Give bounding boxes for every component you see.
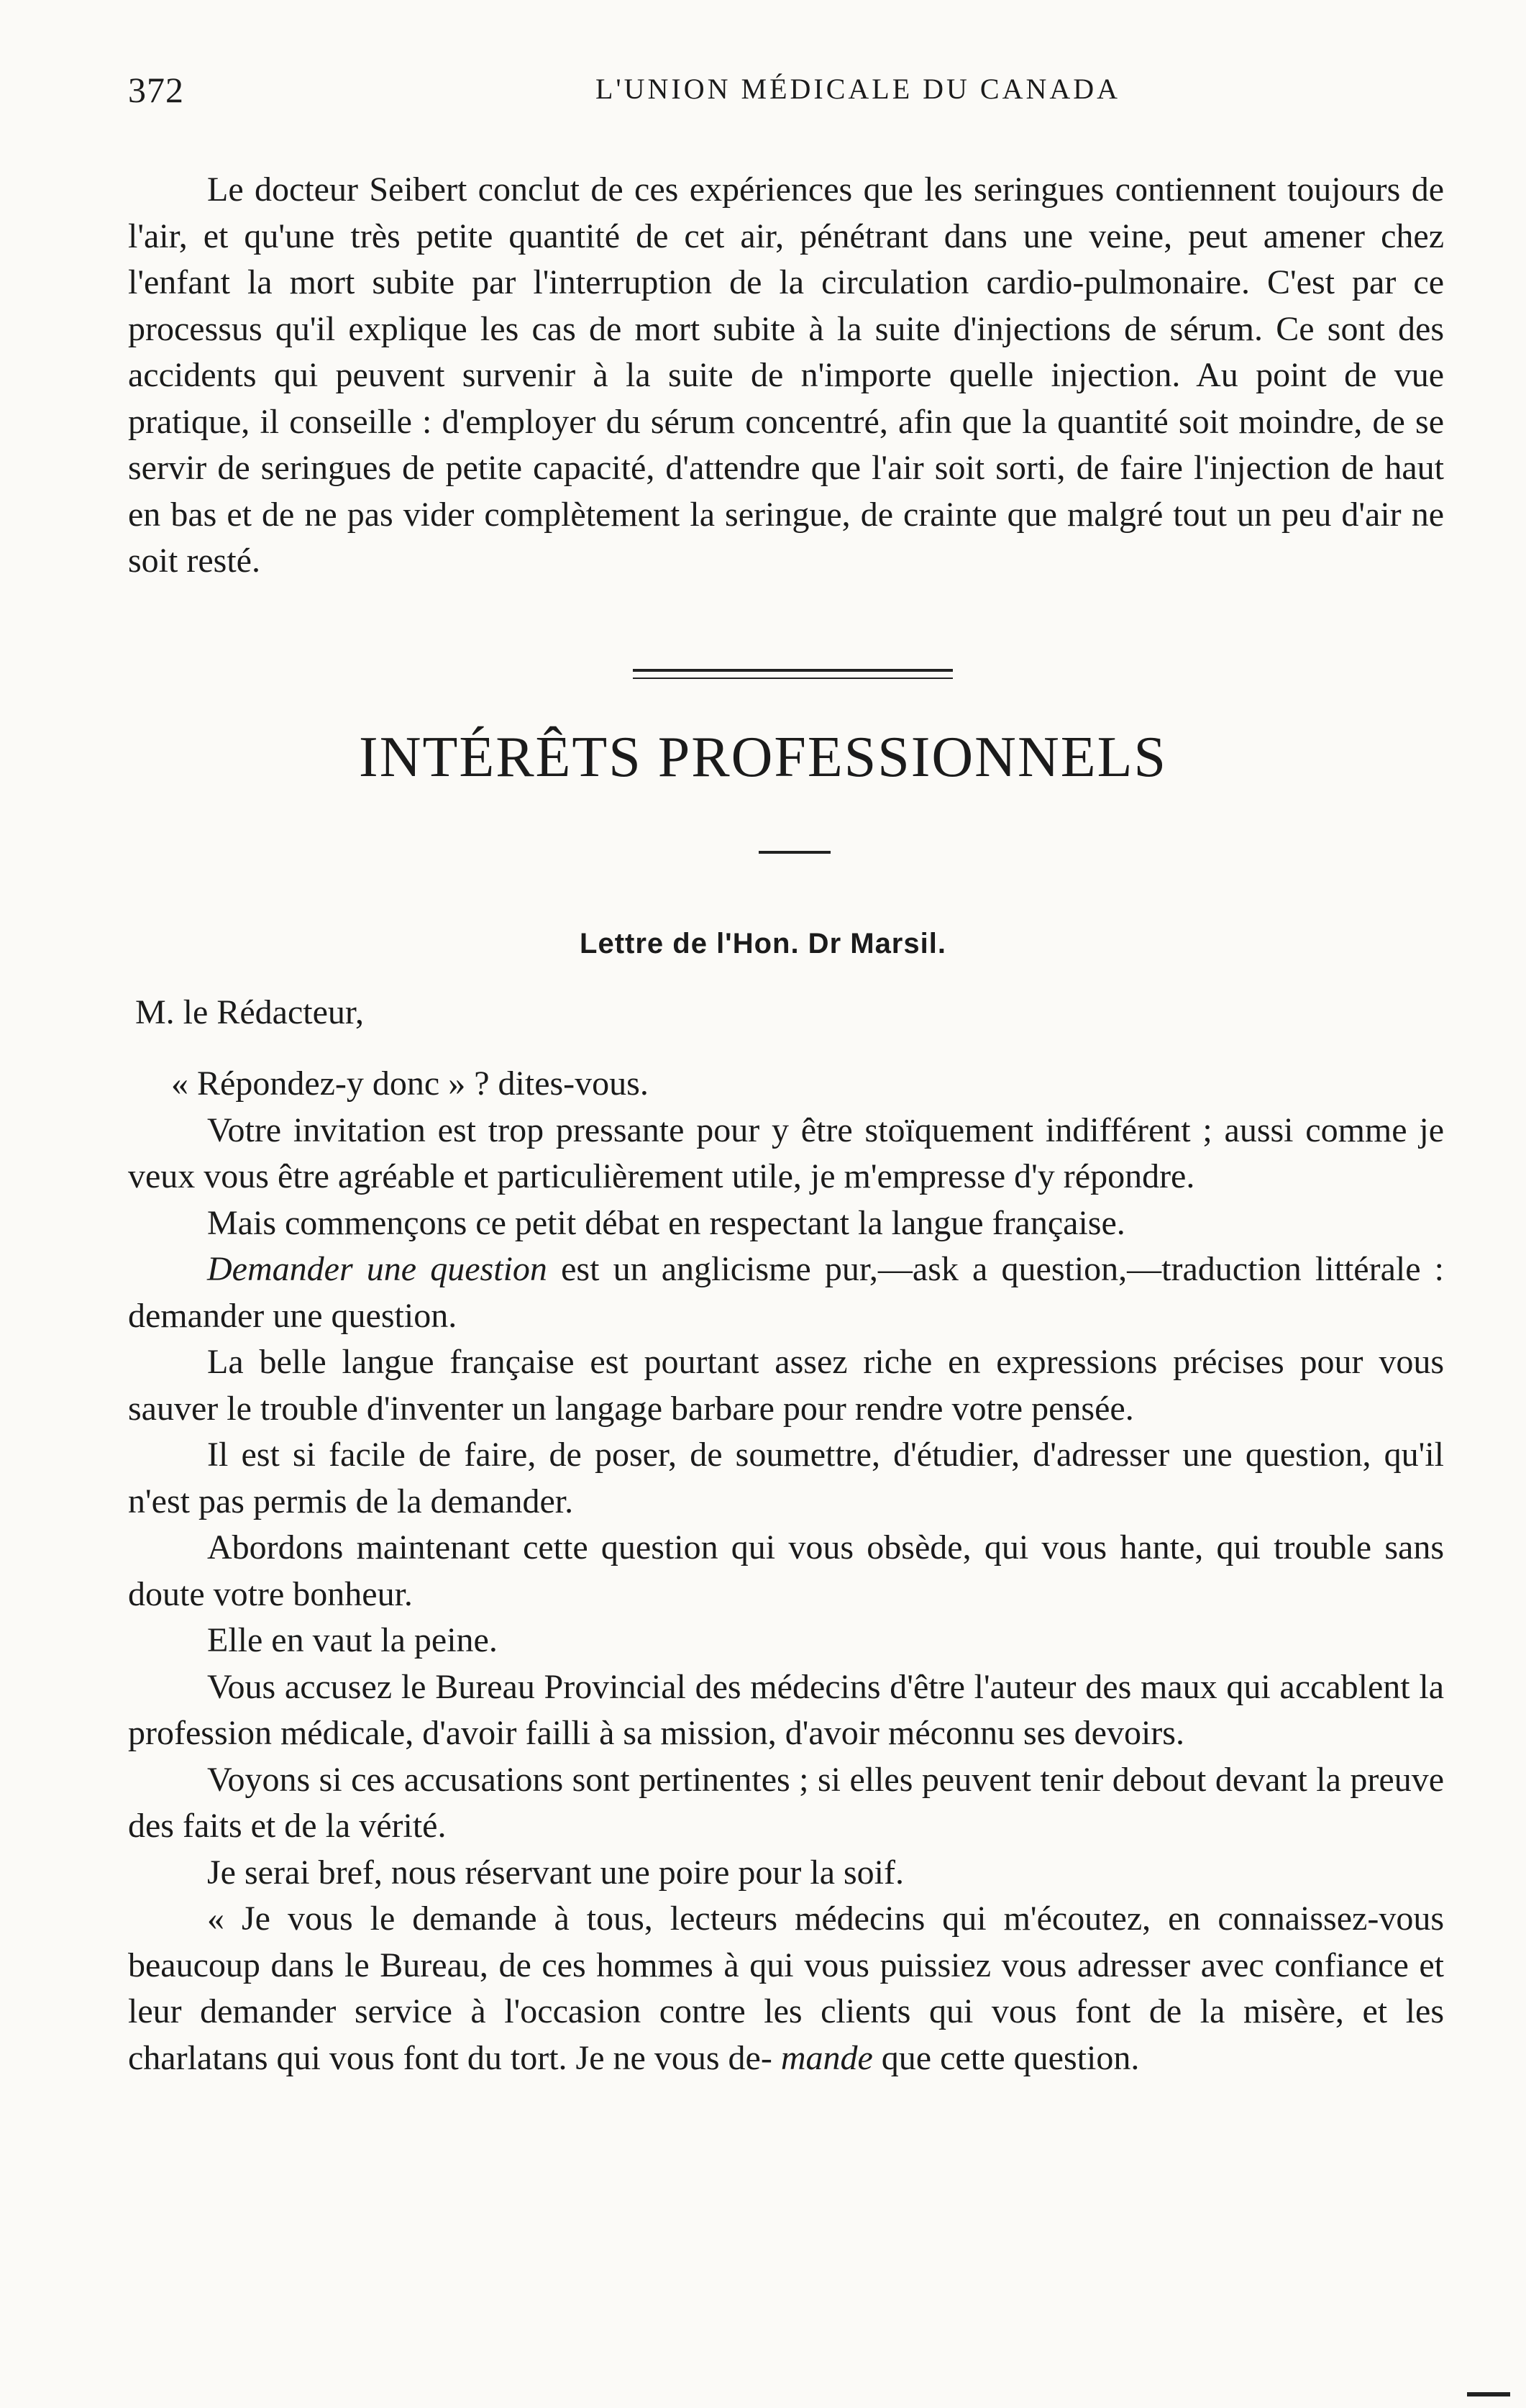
final-quote-text: « Je vous le demande à tous, lecteurs médecins qui m'écoutez, en connaissez-vous beaucoup dans le Bureau, de ces hommes à qui vous puissiez vous adresser avec confiance et leur demander service à l'occasion contre les clients qui vous font de la misère, et les charlatans qui vous font du tort. Je ne vous de- — [128, 1900, 1444, 2077]
body-paragraph-rest: est un anglicisme pur,—ask a question,—traduction littérale : demander une question. — [128, 1250, 1445, 1335]
short-rule-divider — [759, 851, 831, 854]
letter-title: Lettre de l'Hon. Dr Marsil. — [580, 928, 946, 959]
body-paragraph — [128, 1246, 1444, 1339]
final-quote-end: que cette question. — [881, 2038, 1140, 2077]
final-quote — [128, 1896, 1444, 2081]
page-header — [128, 69, 1444, 134]
intro-section — [128, 167, 1444, 585]
salutation: M. le Rédacteur, — [135, 993, 364, 1031]
section-title: INTÉRÊTS PROFESSIONNELS — [359, 726, 1167, 789]
body-paragraph: Elle en vaut la peine. — [207, 1621, 498, 1659]
body-paragraph: Votre invitation est trop pressante pour y être stoïquement indifférent ; aussi comme je veux vous être agréable et particulièrement utile, je m'empresse d'y répondre. — [128, 1110, 1444, 1195]
double-rule-divider — [633, 669, 953, 679]
body-paragraph: Abordons maintenant cette question qui vous obsède, qui vous hante, qui trouble sans doute votre bonheur. — [128, 1528, 1444, 1613]
journal-title: L'UNION MÉDICALE DU CANADA — [595, 73, 1121, 105]
body-paragraph: Je serai bref, nous réservant une poire pour la soif. — [207, 1853, 904, 1892]
body-paragraph: Voyons si ces accusations sont pertinentes ; si elles peuvent tenir debout devant la preuve des faits et de la vérité. — [128, 1760, 1444, 1845]
letter-body — [128, 1061, 1444, 2081]
intro-paragraph: Le docteur Seibert conclut de ces expériences que les seringues contiennent toujours de l'air, et qu'une très petite quantité de cet air, pénétrant dans une veine, peut amener chez l'enfant la mort subite par l'interruption de la circulation cardio-pulmonaire. C'est par ce processus qu'il explique les cas de mort subite à la suite d'injections de sérum. Ce sont des accidents qui peuvent survenir à la suite de n'importe quelle injection. Au point de vue pratique, il conseille : d'employer du sérum concentré, afin que la quantité soit moindre, de se servir de seringues de petite capacité, d'attendre que l'air soit sorti, de faire l'injection de haut en bas et de ne pas vider complètement la seringue, de crainte que malgré tout un peu d'air ne soit resté. — [128, 170, 1444, 580]
body-paragraph: Il est si facile de faire, de poser, de soumettre, d'étudier, d'adresser une question, qu'il n'est pas permis de la demander. — [128, 1436, 1444, 1520]
body-paragraph: La belle langue française est pourtant assez riche en expressions précises pour vous sauver le trouble d'inventer un langage barbare pour rendre votre pensée. — [128, 1343, 1444, 1428]
opening-quote: « Répondez-y donc » ? dites-vous. — [171, 1064, 649, 1103]
body-paragraph: Vous accusez le Bureau Provincial des médecins d'être l'auteur des maux qui accablent la profession médicale, d'avoir failli à sa mission, d'avoir méconnu ses devoirs. — [128, 1667, 1444, 1752]
page-number: 372 — [128, 70, 184, 110]
body-paragraph: Mais commençons ce petit débat en respectant la langue française. — [207, 1203, 1125, 1242]
final-quote-italic: mande — [780, 2038, 873, 2077]
page-edge-mark — [1467, 2392, 1510, 2396]
italic-phrase: Demander une question — [207, 1250, 547, 1288]
